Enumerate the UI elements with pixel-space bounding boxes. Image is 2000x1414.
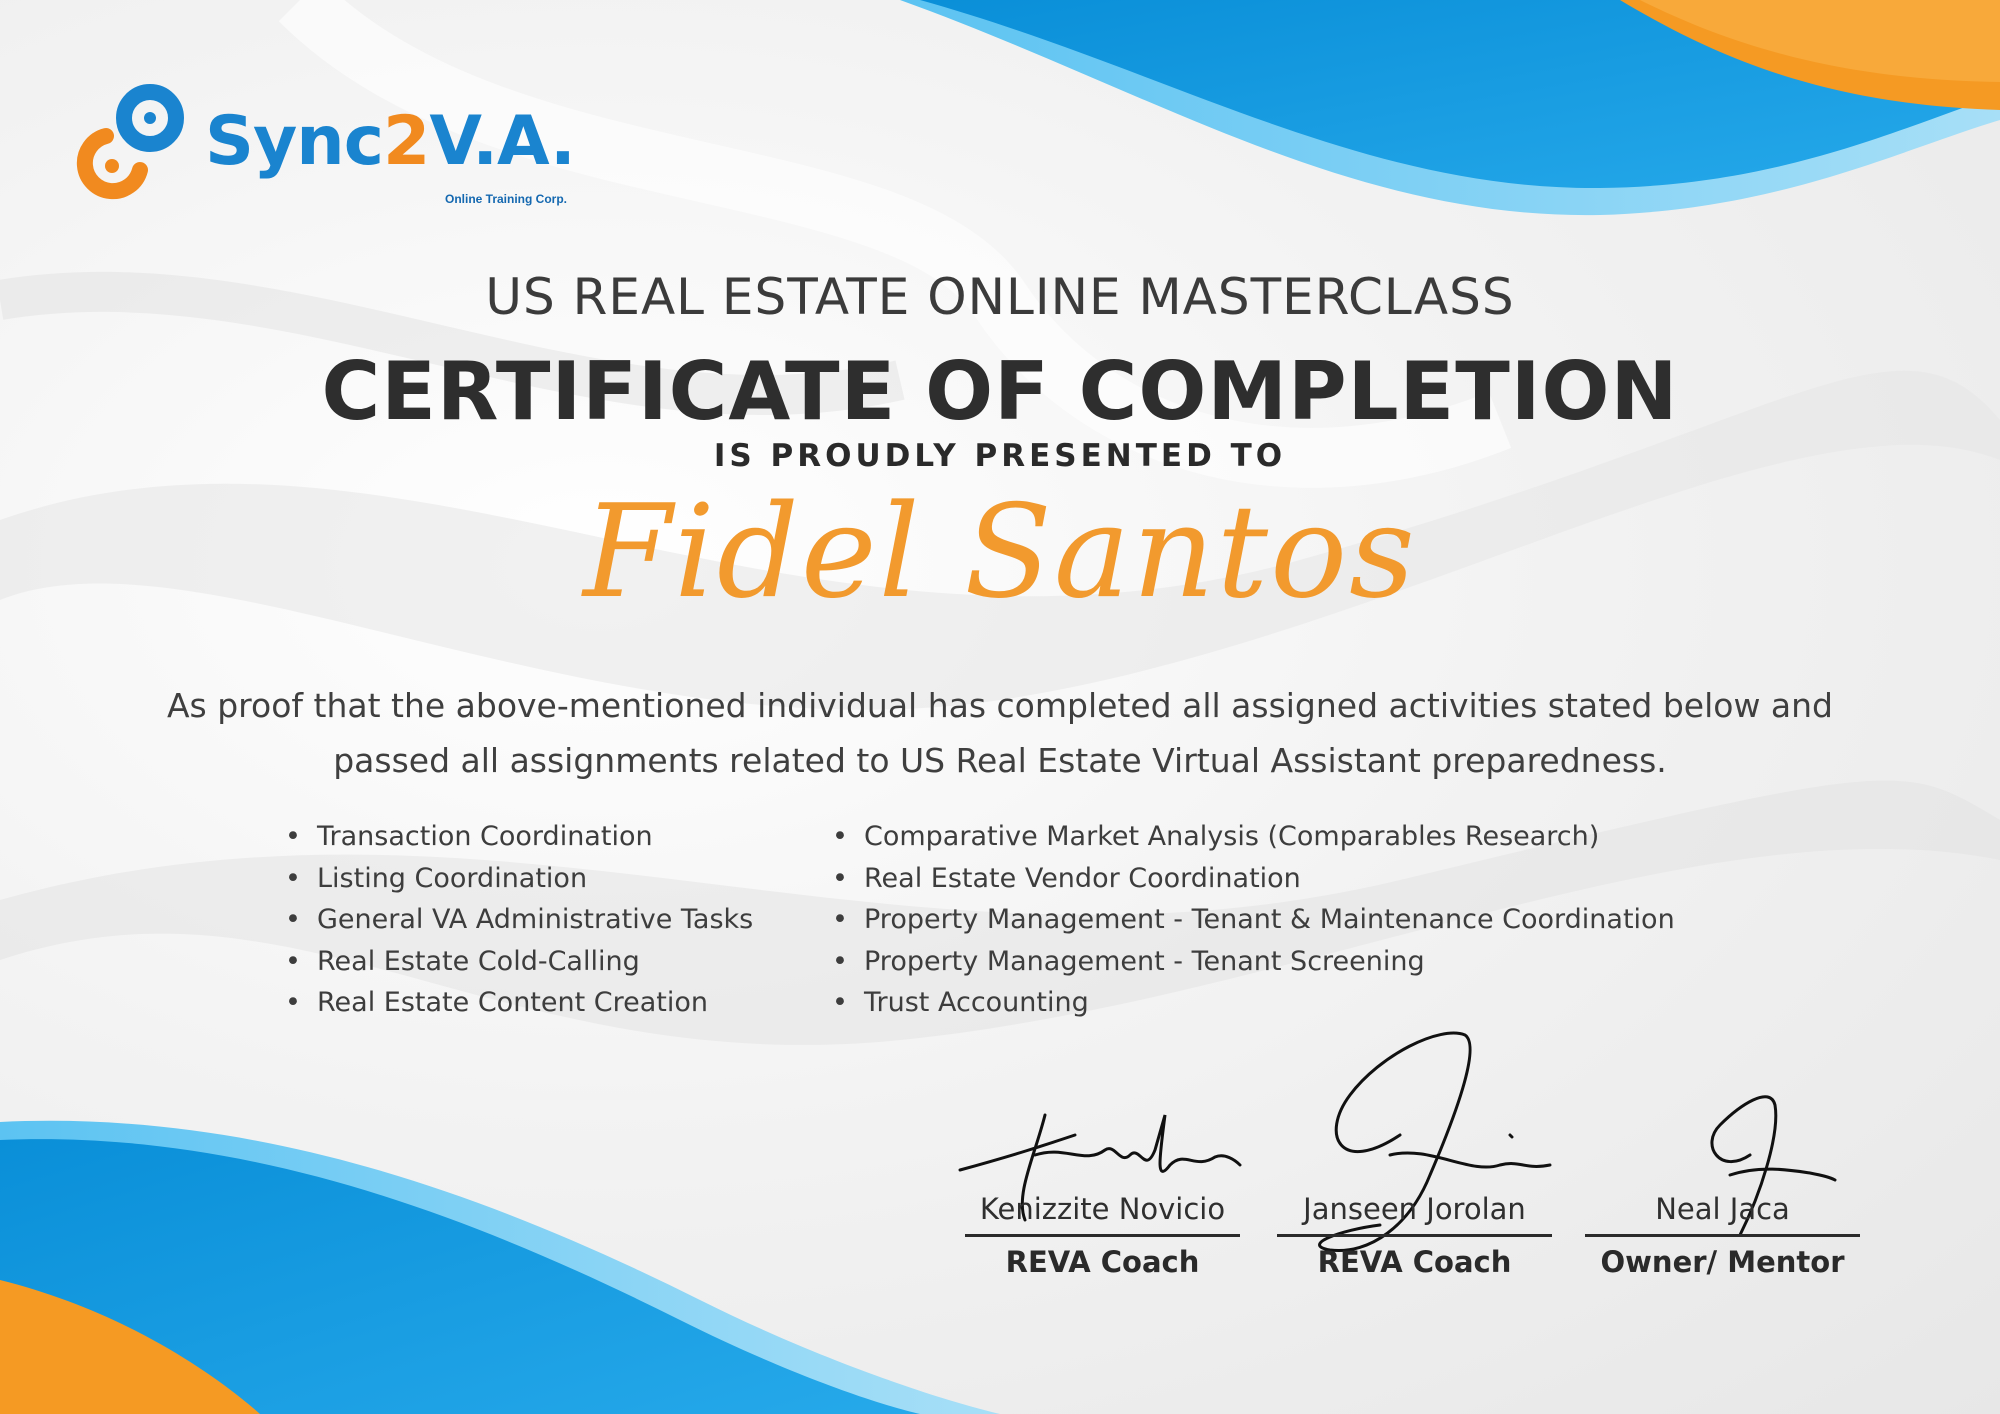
presented-to-line: IS PROUDLY PRESENTED TO (713, 438, 1287, 474)
company-logo (70, 78, 590, 218)
activities-list-right (832, 816, 1675, 1024)
recipient-name: Fidel Santos (583, 478, 1417, 627)
list-item: • Trust Accounting (832, 987, 1089, 1018)
logo-tagline: Online Training Corp. (445, 192, 568, 206)
list-item: • Comparative Market Analysis (Comparables Research) (832, 821, 1600, 852)
signatory-name: Neal Jaca (1655, 1192, 1790, 1226)
list-item: • Real Estate Cold-Calling (285, 945, 640, 977)
list-item: • Listing Coordination (285, 862, 588, 894)
list-item: • Property Management - Tenant & Maintenance Coordination (832, 904, 1675, 935)
list-item: • Property Management - Tenant Screening (832, 945, 1425, 977)
signatory-role: REVA Coach (1317, 1245, 1512, 1279)
signatory-role: Owner/ Mentor (1600, 1245, 1845, 1279)
certificate-title: CERTIFICATE OF COMPLETION (321, 345, 1679, 438)
link-logo-icon (70, 78, 200, 208)
signatory-role: REVA Coach (1005, 1245, 1200, 1279)
signature-line (965, 1234, 1240, 1237)
logo-wordmark: Sync2V.A. (205, 102, 575, 181)
signature-block-1 (965, 1192, 1240, 1279)
list-item: • Real Estate Content Creation (285, 987, 709, 1018)
certificate-statement: As proof that the above-mentioned individual has completed all assigned activities stated below and passed all assignments related to US Real Estate Virtual Assistant preparedness. (166, 686, 1834, 780)
signature-block-2 (1277, 1192, 1552, 1279)
signature-line (1585, 1234, 1860, 1237)
signatory-name: Janseen Jorolan (1303, 1192, 1526, 1226)
signature-block-3 (1585, 1192, 1860, 1279)
list-item: • Real Estate Vendor Coordination (832, 862, 1301, 894)
list-item: • Transaction Coordination (285, 821, 653, 852)
list-item: • General VA Administrative Tasks (285, 904, 754, 935)
course-title: US REAL ESTATE ONLINE MASTERCLASS (485, 268, 1515, 326)
activities-list-left (285, 816, 753, 1024)
signature-line (1277, 1234, 1552, 1237)
signatory-name: Kenizzite Novicio (979, 1192, 1226, 1226)
